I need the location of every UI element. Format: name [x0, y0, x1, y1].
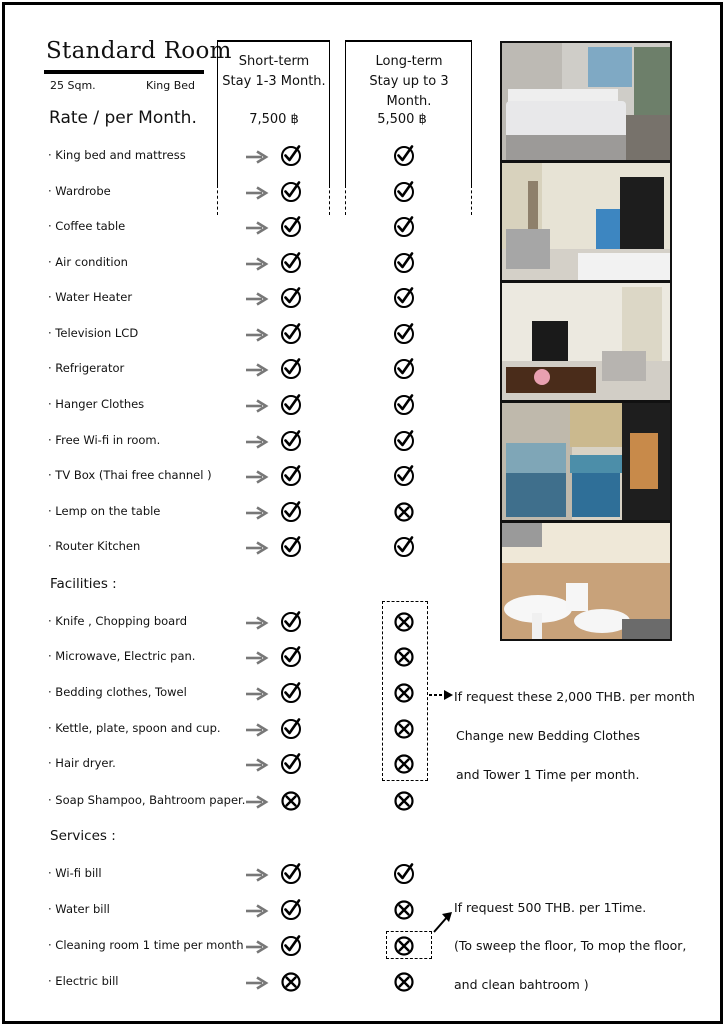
short-term-check-icon: [280, 718, 302, 740]
short-term-check-icon: [280, 646, 302, 668]
bathroom-photo-image: [502, 523, 670, 639]
short-term-check-icon: [280, 358, 302, 380]
facilities-note-line-1: If request these 2,000 THB. per month: [454, 689, 695, 704]
feature-label: · Water Heater: [48, 290, 133, 304]
bed-type: King Bed: [146, 79, 196, 92]
arrow-right-icon: [245, 868, 269, 882]
long-term-check-icon: [393, 430, 415, 452]
services-note-line-3: and clean bahtroom ): [454, 977, 589, 992]
page-title: Standard Room: [46, 38, 232, 64]
short-term-check-icon: [280, 323, 302, 345]
long-term-cross-icon: [393, 501, 415, 523]
facilities-heading: Facilities :: [50, 576, 117, 592]
kitchen-counter-photo-image: [502, 403, 670, 520]
short-term-check-icon: [280, 501, 302, 523]
feature-label: · King bed and mattress: [48, 148, 186, 162]
feature-label: · Refrigerator: [48, 361, 125, 375]
long-term-price: 5,500 ฿: [377, 112, 427, 127]
short-term-check-icon: [280, 536, 302, 558]
feature-label: · Air condition: [48, 255, 128, 269]
arrow-right-icon: [245, 150, 269, 164]
long-term-check-icon: [393, 465, 415, 487]
long-term-cross-icon: [393, 971, 415, 993]
feature-label: · Water bill: [48, 902, 110, 916]
title-underline: [44, 70, 204, 74]
feature-label: · Electric bill: [48, 974, 119, 988]
cleaning-long-term-dashed-box: [386, 931, 432, 959]
services-note-line-2: (To sweep the floor, To mop the floor,: [454, 938, 687, 953]
short-term-check-icon: [280, 682, 302, 704]
feature-label: · Microwave, Electric pan.: [48, 649, 196, 663]
short-term-check-icon: [280, 935, 302, 957]
arrow-right-icon: [245, 328, 269, 342]
short-term-check-icon: [280, 145, 302, 167]
long-term-cross-icon: [393, 899, 415, 921]
arrow-right-icon: [245, 723, 269, 737]
services-heading: Services :: [50, 828, 116, 844]
room-with-refrigerator-photo: [500, 161, 672, 282]
arrow-right-icon: [245, 795, 269, 809]
room-size: 25 Sqm.: [50, 79, 96, 92]
long-col-left-dash: [345, 185, 346, 215]
short-term-check-icon: [280, 287, 302, 309]
long-term-check-icon: [393, 358, 415, 380]
short-term-price: 7,500 ฿: [249, 112, 299, 127]
arrow-right-icon: [245, 651, 269, 665]
short-col-left-dash: [217, 185, 218, 215]
feature-label: · Lemp on the table: [48, 504, 161, 518]
facilities-note-arrow-icon: [428, 688, 454, 702]
arrow-right-icon: [245, 904, 269, 918]
short-term-check-icon: [280, 216, 302, 238]
long-term-header: [346, 52, 472, 112]
bedroom-photo-image: [502, 43, 670, 160]
long-term-check-icon: [393, 216, 415, 238]
bathroom-photo: [500, 521, 672, 641]
feature-label: · Bedding clothes, Towel: [48, 685, 187, 699]
arrow-right-icon: [245, 616, 269, 630]
facilities-long-term-dashed-box: [382, 601, 428, 781]
long-col-right-dash: [471, 185, 472, 215]
cleaning-note-arrow-icon: [432, 910, 454, 934]
feature-label: · TV Box (Thai free channel ): [48, 468, 212, 482]
short-term-cross-icon: [280, 971, 302, 993]
facilities-note-line-2: Change new Bedding Clothes: [456, 728, 640, 743]
arrow-right-icon: [245, 506, 269, 520]
room-with-refrigerator-photo-image: [502, 163, 670, 280]
arrow-right-icon: [245, 687, 269, 701]
feature-label: · Cleaning room 1 time per month: [48, 938, 244, 952]
room-with-tv-photo-image: [502, 283, 670, 400]
feature-label: · Hair dryer.: [48, 756, 116, 770]
long-col-right-line: [471, 40, 472, 185]
long-term-check-icon: [393, 536, 415, 558]
short-term-check-icon: [280, 252, 302, 274]
short-term-header-rule: [218, 40, 330, 42]
feature-label: · Kettle, plate, spoon and cup.: [48, 721, 221, 735]
arrow-right-icon: [245, 221, 269, 235]
arrow-right-icon: [245, 541, 269, 555]
arrow-right-icon: [245, 257, 269, 271]
arrow-right-icon: [245, 976, 269, 990]
arrow-right-icon: [245, 399, 269, 413]
feature-label: · Television LCD: [48, 326, 139, 340]
short-term-header: [218, 52, 330, 92]
arrow-right-icon: [245, 292, 269, 306]
short-term-check-icon: [280, 899, 302, 921]
arrow-right-icon: [245, 186, 269, 200]
feature-label: · Wi-fi bill: [48, 866, 102, 880]
long-term-check-icon: [393, 181, 415, 203]
short-col-right-dash: [329, 185, 330, 215]
feature-label: · Free Wi-fi in room.: [48, 433, 161, 447]
short-term-check-icon: [280, 611, 302, 633]
short-term-duration: Stay 1-3 Month.: [222, 74, 326, 89]
arrow-right-icon: [245, 470, 269, 484]
kitchen-counter-photo: [500, 401, 672, 522]
facilities-note-line-3: and Tower 1 Time per month.: [456, 767, 640, 782]
long-term-check-icon: [393, 394, 415, 416]
long-term-check-icon: [393, 287, 415, 309]
feature-label: · Coffee table: [48, 219, 126, 233]
short-term-check-icon: [280, 465, 302, 487]
arrow-right-icon: [245, 758, 269, 772]
short-term-check-icon: [280, 753, 302, 775]
long-term-header-rule: [346, 40, 471, 42]
services-note-line-1: If request 500 THB. per 1Time.: [454, 900, 647, 915]
short-term-check-icon: [280, 394, 302, 416]
feature-label: · Router Kitchen: [48, 539, 141, 553]
feature-label: · Soap Shampoo, Bahtroom paper.: [48, 793, 246, 807]
long-term-check-icon: [393, 863, 415, 885]
feature-label: · Hanger Clothes: [48, 397, 145, 411]
rate-label: Rate / per Month.: [49, 108, 197, 128]
short-term-check-icon: [280, 863, 302, 885]
bedroom-photo: [500, 41, 672, 162]
short-term-cross-icon: [280, 790, 302, 812]
long-term-title: Long-term: [375, 54, 443, 69]
long-term-cross-icon: [393, 790, 415, 812]
long-term-check-icon: [393, 252, 415, 274]
long-term-check-icon: [393, 323, 415, 345]
feature-label: · Knife , Chopping board: [48, 614, 188, 628]
arrow-right-icon: [245, 940, 269, 954]
short-term-title: Short-term: [238, 54, 310, 69]
arrow-right-icon: [245, 435, 269, 449]
arrow-right-icon: [245, 363, 269, 377]
feature-label: · Wardrobe: [48, 184, 111, 198]
short-term-check-icon: [280, 181, 302, 203]
long-term-check-icon: [393, 145, 415, 167]
short-term-check-icon: [280, 430, 302, 452]
room-with-tv-photo: [500, 281, 672, 402]
long-term-duration: Stay up to 3 Month.: [369, 74, 449, 109]
